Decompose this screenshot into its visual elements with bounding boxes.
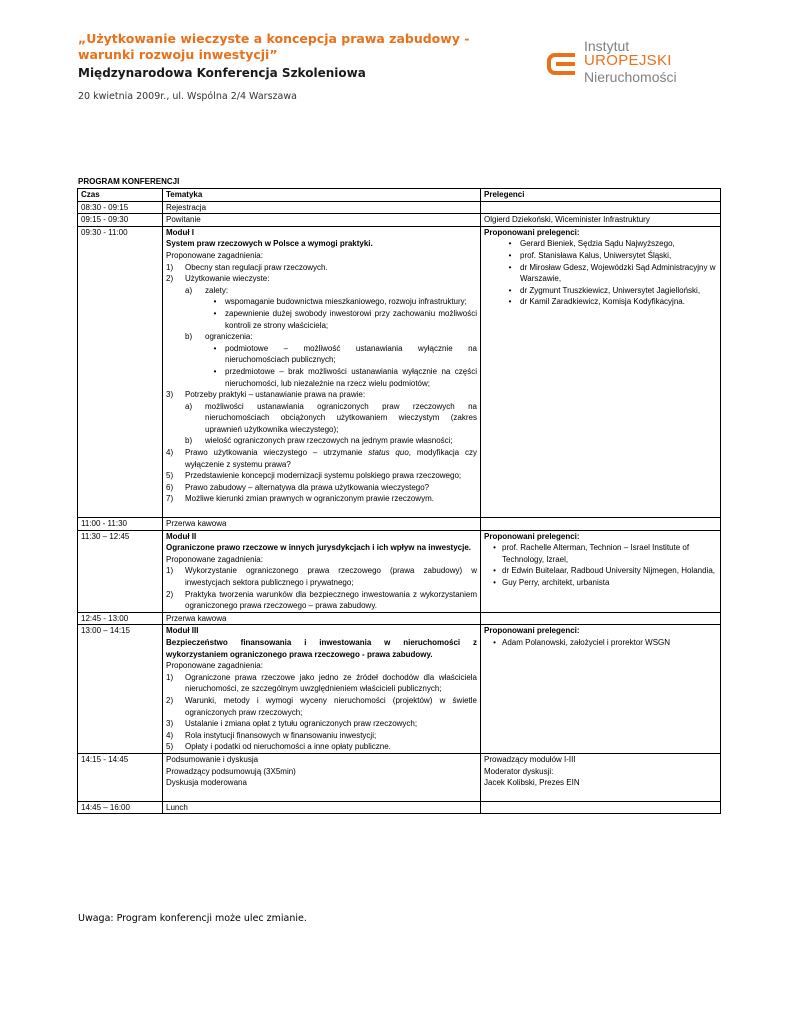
table-row-summary (78, 753, 721, 801)
proposed-label: Proponowane zagadnienia: (166, 250, 263, 260)
speaker-item: • Adam Polanowski, założyciel i prorektor WSGN (493, 637, 671, 647)
summary-line: Prowadzący podsumowują (3X5min) (166, 766, 296, 776)
conference-date-place: 20 kwietnia 2009r., ul. Wspólna 2/4 Warszawa (78, 91, 297, 102)
module-label: Moduł I (166, 227, 194, 237)
logo-e-mark-icon (547, 52, 577, 76)
conference-title: „Użytkowanie wieczyste a koncepcja prawa zabudowy - warunki rozwoju inwestycji” (78, 31, 470, 62)
speakers-cell (481, 530, 721, 612)
logo-line-3: Nieruchomości (584, 69, 677, 85)
header-speakers: Prelegenci (481, 189, 721, 202)
program-label: PROGRAM KONFERENCJI (78, 177, 180, 186)
list-item: 5) Opłaty i podatki od nieruchomości a inne opłaty publiczne. (166, 742, 391, 752)
summary-line: Podsumowanie i dyskusja (166, 754, 259, 764)
speaker-item: • Gerard Bieniek, Sędzia Sądu Najwyższego, (508, 239, 675, 249)
topic-cell (163, 226, 481, 517)
speakers-cell (481, 518, 721, 531)
topic-cell (163, 753, 481, 801)
topic-cell: Przerwa kawowa (163, 518, 481, 531)
speakers-cell: Olgierd Dziekoński, Wiceminister Infrastruktury (481, 214, 721, 227)
summary-line: Dyskusja moderowana (166, 778, 247, 788)
speakers-label: Proponowani prelegenci: (484, 531, 580, 541)
time-cell: 08:30 - 09:15 (78, 201, 163, 214)
program-table (77, 188, 721, 814)
speaker-item: • Guy Perry, architekt, urbanista (493, 578, 610, 587)
list-subitem: b) ograniczenia: (185, 332, 253, 342)
topic-cell: Rejestracja (163, 201, 481, 214)
time-cell: 13:00 – 14:15 (78, 625, 163, 754)
topic-cell (163, 625, 481, 754)
speaker-item: • dr Zygmunt Truszkiewicz, Uniwersytet Jagielloński, (508, 285, 701, 295)
speakers-cell (481, 625, 721, 754)
proposed-label: Proponowane zagadnienia: (166, 554, 263, 564)
table-row-module-3 (78, 625, 721, 754)
table-row-module-2 (78, 530, 721, 612)
table-header-row (78, 189, 721, 202)
table-row (78, 214, 721, 227)
list-item: 1) Obecny stan regulacji praw rzeczowych. (166, 262, 328, 272)
time-cell: 09:30 - 11:00 (78, 226, 163, 517)
time-cell: 09:15 - 09:30 (78, 214, 163, 227)
summary-speaker-line: Moderator dyskusji: (484, 766, 554, 776)
module-label: Moduł III (166, 626, 199, 636)
list-item: 4) Prawo użytkowania wieczystego – utrzymanie status quo, modyfikacja czy wyłączenie z systemu prawa? (166, 448, 478, 469)
institute-logo (547, 38, 717, 88)
proposed-label: Proponowane zagadnienia: (166, 661, 263, 671)
conference-subtitle: Międzynarodowa Konferencja Szkoleniowa (78, 66, 366, 80)
speaker-item: • prof. Stanisława Kalus, Uniwersytet Śląski, (508, 250, 672, 260)
speakers-cell (481, 201, 721, 214)
topic-cell: Powitanie (163, 214, 481, 227)
table-row (78, 801, 721, 814)
module-label: Moduł II (166, 531, 197, 541)
header-time: Czas (78, 189, 163, 202)
logo-line-2: UROPEJSKI (584, 52, 672, 69)
summary-speaker-line: Jacek Kolibski, Prezes EIN (484, 778, 580, 788)
summary-speaker-line: Prowadzący modułów I-III (484, 754, 576, 764)
topic-cell: Lunch (163, 801, 481, 814)
list-item: 2) Warunki, metody i wymogi wyceny nieruchomości (projektów) w świetle ograniczonych praw rzeczowych; (166, 695, 477, 717)
list-item: 1) Wykorzystanie ograniczonego prawa rzeczowego (prawa zabudowy) w inwestycjach sektora publicznego i prywatnego; (166, 566, 477, 587)
table-row (78, 612, 721, 625)
speakers-cell (481, 226, 721, 517)
list-item: 5) Przedstawienie koncepcji modernizacji systemu polskiego prawa rzeczowego; (166, 471, 462, 481)
table-row (78, 518, 721, 531)
time-cell: 14:15 - 14:45 (78, 753, 163, 801)
list-subitem: b) wielość ograniczonych praw rzeczowych na jednym prawie własności; (185, 436, 453, 446)
list-bullet: • przedmiotowe – brak możliwości ustanawiania wyłącznie na części nieruchomości, lub niezależnie na rzecz wielu podmiotów; (213, 366, 477, 388)
speaker-item: • prof. Rachelle Alterman, Technion – Israel Institute of Technology, Izrael, (493, 543, 690, 564)
speaker-item: • dr Edwin Buitelaar, Radboud University Nijmegen, Holandia, (493, 566, 715, 576)
list-item: 2) Praktyka tworzenia warunków dla bezpiecznego inwestowania z wykorzystaniem ograniczonego prawa rzeczowego – prawa zabudowy. (166, 589, 477, 611)
list-subitem: a) zalety: (185, 285, 229, 295)
topic-cell (163, 530, 481, 612)
module-title: Ograniczone prawo rzeczowe w innych jurysdykcjach i ich wpływ na inwestycje. (166, 543, 471, 553)
speakers-label: Proponowani prelegenci: (484, 227, 580, 237)
module-title: Bezpieczeństwo finansowania i inwestowania w nieruchomości z wykorzystaniem ograniczonego prawa rzeczowego - prawa zabudowy. (166, 637, 477, 659)
table-row (78, 201, 721, 214)
time-cell: 14:45 – 16:00 (78, 801, 163, 814)
list-item: 4) Rola instytucji finansowych w finansowaniu inwestycji; (166, 730, 377, 740)
list-bullet: • podmiotowe – możliwość ustanawiania wyłącznie na nieruchomościach publicznych; (213, 343, 477, 365)
list-bullet: • wspomaganie budownictwa mieszkaniowego, rozwoju infrastruktury; (213, 297, 467, 307)
speakers-cell (481, 612, 721, 625)
speakers-cell (481, 753, 721, 801)
time-cell: 11:30 – 12:45 (78, 530, 163, 612)
list-subitem: a) możliwości ustanawiania ograniczonych praw rzeczowych na nieruchomościach obciążonych użytkowaniem wieczystym (zakres uprawnień użytkownika wieczystego); (185, 401, 477, 434)
list-item: 1) Ograniczone prawa rzeczowe jako jedno ze źródeł dochodów dla właściciela nieruchomości, ze szczególnym uwzględnieniem właścicieli publicznych; (166, 672, 477, 694)
speaker-item: • dr Mirosław Gdesz, Wojewódzki Sąd Administracyjny w Warszawie, (508, 262, 716, 284)
list-item: 3) Potrzeby praktyki – ustanawianie prawa na prawie: (166, 390, 366, 400)
logo-line-1: Instytut (584, 38, 630, 54)
list-item: 7) Możliwe kierunki zmian prawnych w ograniczonym prawie rzeczowym. (166, 494, 434, 504)
speakers-cell (481, 801, 721, 814)
list-bullet: • zapewnienie dużej swobody inwestorowi przy zachowaniu możliwości kontroli ze strony właściciela; (213, 308, 477, 330)
speakers-label: Proponowani prelegenci: (484, 626, 580, 636)
module-title: System praw rzeczowych w Polsce a wymogi praktyki. (166, 239, 373, 249)
change-notice: Uwaga: Program konferencji może ulec zmianie. (78, 913, 307, 924)
table-row-module-1 (78, 226, 721, 517)
topic-cell: Przerwa kawowa (163, 612, 481, 625)
header-topic: Tematyka (163, 189, 481, 202)
speaker-item: • dr Kamil Zaradkiewicz, Komisja Kodyfikacyjna. (508, 297, 685, 307)
time-cell: 12:45 - 13:00 (78, 612, 163, 625)
list-item: 2) Użytkowanie wieczyste: (166, 274, 270, 284)
list-item: 6) Prawo zabudowy – alternatywa dla prawa użytkowania wieczystego? (166, 482, 430, 492)
time-cell: 11:00 - 11:30 (78, 518, 163, 531)
list-item: 3) Ustalanie i zmiana opłat z tytułu ograniczonych praw rzeczowych; (166, 719, 418, 729)
